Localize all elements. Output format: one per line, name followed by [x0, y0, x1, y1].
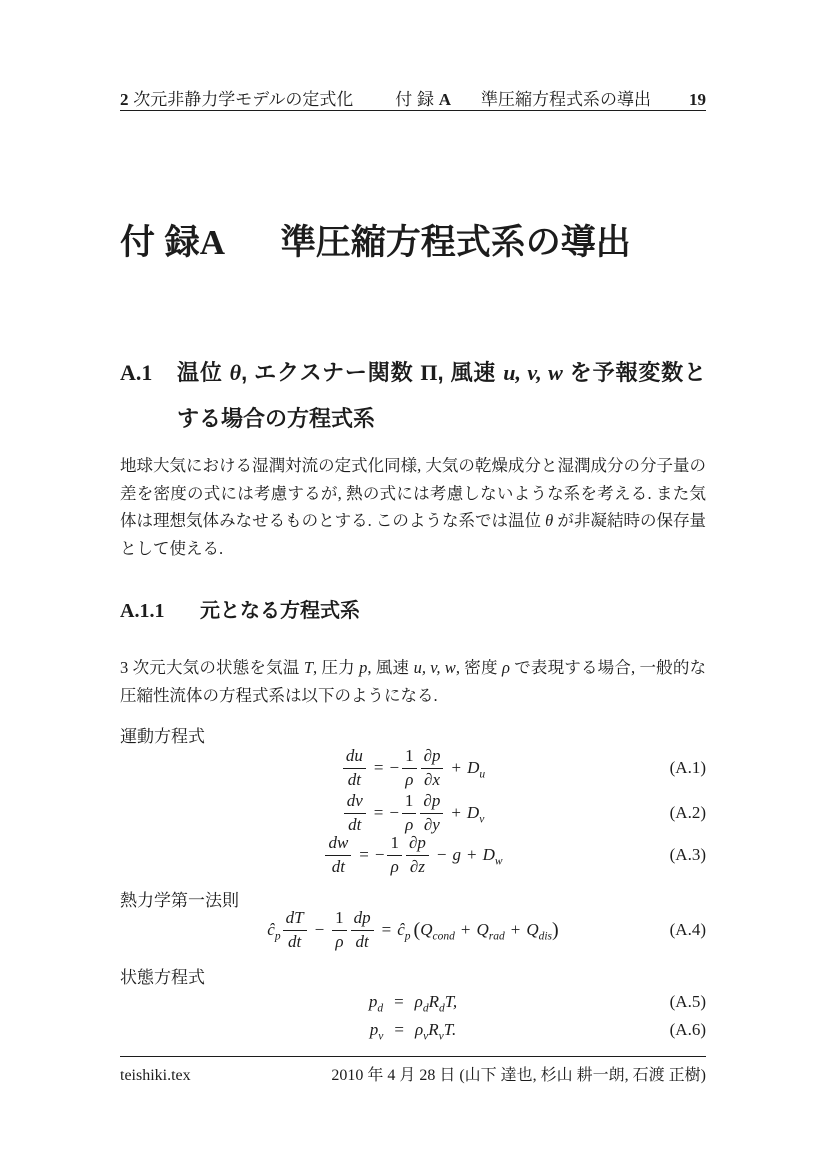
label-first-law: 熱力学第一法則: [120, 891, 239, 910]
math-p: p: [359, 658, 368, 677]
term-T: T,: [444, 992, 458, 1011]
term-Du: $D_u$: [467, 758, 486, 781]
equation-number-a1: (A.1): [669, 758, 706, 777]
fraction-dp-dy: $\frac{\partial p}{\partial y}$: [420, 791, 443, 835]
equation-a1: [120, 746, 706, 790]
equation-body: $\frac{du}{dt}$ = − $\frac{1}{\rho}$ $\frac{\partial p}{\partial x}$ + $D_u$: [341, 746, 485, 790]
running-head-left: 2 次元非静力学モデルの定式化: [120, 90, 354, 109]
footer-date-authors: 2010 年 4 月 28 日 (山下 達也, 杉山 耕一朗, 石渡 正樹): [331, 1067, 706, 1084]
subsection-number: A.1.1: [120, 600, 165, 622]
equation-number-a6: (A.6): [669, 1020, 706, 1039]
equation-body: $p_v$ = $\rho_v$ $R_v$ T.: [369, 1020, 457, 1043]
math-rho: ρ: [501, 658, 510, 677]
running-head: [120, 85, 706, 110]
fraction-dp-dz: $\frac{\partial p}{\partial z}$: [406, 833, 429, 877]
term-pv: $p_v$: [369, 1020, 384, 1043]
term-pd: $p_d$: [368, 992, 384, 1015]
close-paren: ): [552, 918, 559, 941]
equation-a3: [120, 833, 706, 877]
header-rule: [120, 110, 706, 111]
chapter-label: 付 録A: [120, 223, 226, 262]
fraction-1-rho: $\frac{1}{\rho}$: [387, 833, 402, 877]
open-paren: (: [413, 918, 421, 941]
section-heading-a1: [120, 350, 706, 442]
fraction-dp-dx: $\frac{\partial p}{\partial x}$: [421, 746, 444, 790]
fraction-dp-dt: $\frac{dp}{dt}$: [351, 908, 374, 952]
fraction-1-rho: $\frac{1}{\rho}$: [332, 908, 347, 952]
term-g: g: [452, 845, 461, 864]
term-Rv: $R_v$: [428, 1020, 444, 1043]
term-Dw: $D_w$: [482, 845, 503, 868]
chapter-title: 準圧縮方程式系の導出: [280, 223, 631, 262]
fraction-dT-dt: $\frac{dT}{dt}$: [283, 908, 307, 952]
math-T: T: [303, 658, 313, 677]
math-pi: Π: [420, 360, 438, 385]
equation-a2: [120, 791, 706, 835]
page-footer: [120, 1062, 706, 1085]
equation-a6: [120, 1018, 706, 1042]
equation-number-a3: (A.3): [669, 845, 706, 864]
math-uvw: u, v, w: [503, 360, 563, 385]
label-equations-of-motion: 運動方程式: [120, 727, 205, 746]
term-Qcond: $Q_{cond}$: [420, 920, 455, 943]
fraction-dw-dt: $\frac{dw}{dt}$: [325, 833, 351, 877]
term-cp-hat: $ĉ_p$: [397, 920, 411, 943]
term-Qdis: $Q_{dis}$: [526, 920, 553, 943]
footer-rule: [120, 1056, 706, 1057]
equation-body: $\frac{dv}{dt}$ = − $\frac{1}{\rho}$ $\frac{\partial p}{\partial y}$ + $D_v$: [342, 791, 485, 835]
running-head-title: 準圧縮方程式系の導出: [481, 90, 651, 109]
chapter-heading: [120, 221, 631, 265]
subsection-title: 元となる方程式系: [200, 600, 361, 622]
running-head-appendix-label: 付 録 A: [395, 90, 451, 109]
term-rho-d: $\rho_d$: [414, 992, 429, 1015]
section-heading-a11: [120, 594, 360, 623]
chapter-number: 2: [120, 90, 129, 109]
fraction-1-rho: $\frac{1}{\rho}$: [402, 791, 417, 835]
body-paragraph-2: 3 次元大気の状態を気温 T, 圧力 p, 風速 u, v, w, 密度 ρ で表現する場合, 一般的な圧縮性流体の方程式系は以下のようになる.: [120, 658, 707, 705]
equation-number-a2: (A.2): [669, 803, 706, 822]
term-Rd: $R_d$: [428, 992, 445, 1015]
footer-filename: teishiki.tex: [120, 1067, 191, 1084]
equation-a5: [120, 990, 706, 1014]
section-title: 温位 θ, エクスナー関数 Π, 風速 u, v, w を予報変数とする場合の方程式系: [177, 360, 706, 431]
section-number: A.1: [120, 360, 153, 385]
body-paragraph-1: 地球大気における湿潤対流の定式化同様, 大気の乾燥成分と湿潤成分の分子量の差を密度の式には考慮するが, 熱の式には考慮しないような系を考える. また気体は理想気体みなせるものとする. このような系では温位 θ が非凝結時の保存量として使える.: [120, 456, 707, 558]
fraction-du-dt: $\frac{du}{dt}$: [343, 746, 366, 790]
math-theta: θ: [545, 511, 554, 530]
page-number: 19: [689, 90, 706, 109]
term-cp-hat: $ĉ_p$: [267, 920, 281, 943]
term-Qrad: $Q_{rad}$: [476, 920, 505, 943]
math-theta: θ: [229, 360, 242, 385]
equation-number-a4: (A.4): [669, 920, 706, 939]
label-equation-of-state: 状態方程式: [120, 968, 205, 987]
equation-number-a5: (A.5): [669, 992, 706, 1011]
term-T: T.: [443, 1020, 457, 1039]
equation-body: $ĉ_p$ $\frac{dT}{dt}$ − $\frac{1}{\rho}$ $\frac{dp}{dt}$ = $ĉ_p$ ( $Q_{cond}$ + $Q_{rad}$ + $Q_{dis}$ ): [267, 908, 559, 951]
term-rho-v: $\rho_v$: [414, 1020, 429, 1043]
math-uvw: u, v, w: [413, 658, 456, 677]
fraction-dv-dt: $\frac{dv}{dt}$: [344, 791, 366, 835]
equation-a4: [120, 908, 706, 952]
equation-body: $\frac{dw}{dt}$ = − $\frac{1}{\rho}$ $\frac{\partial p}{\partial z}$ − g + $D_w$: [323, 833, 502, 877]
equation-body: $p_d$ = $\rho_d$ $R_d$ T,: [368, 992, 458, 1015]
fraction-1-rho: $\frac{1}{\rho}$: [402, 746, 417, 790]
term-Dv: $D_v$: [466, 803, 485, 826]
